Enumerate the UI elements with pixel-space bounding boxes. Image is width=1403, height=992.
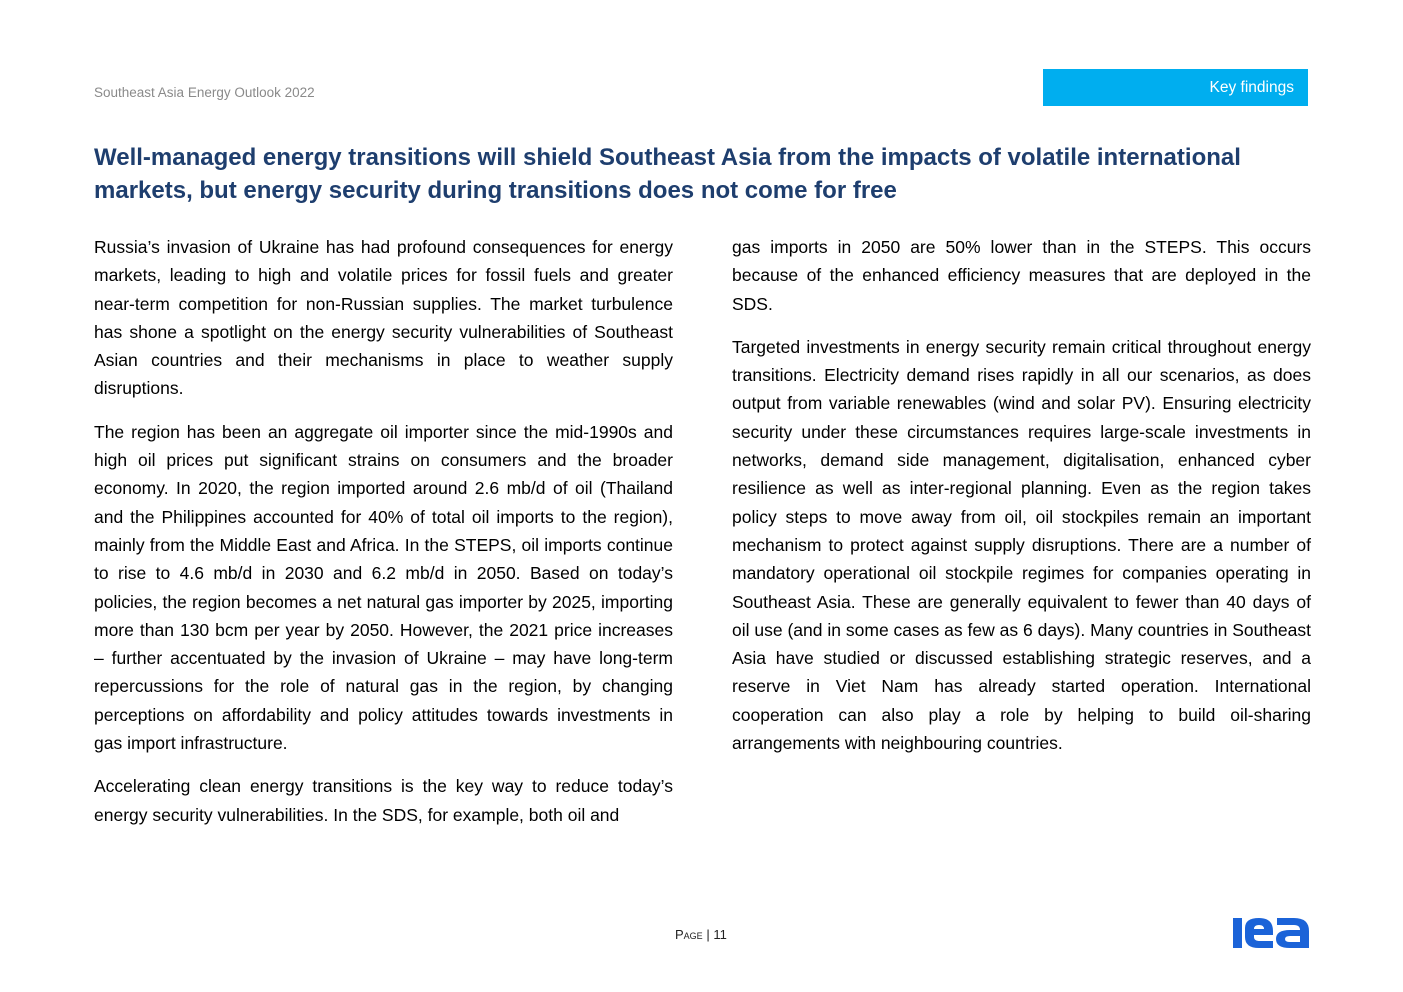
page-number xyxy=(675,927,727,942)
page-number-value: 11 xyxy=(713,927,727,942)
section-tab: Key findings xyxy=(1043,69,1308,106)
right-column xyxy=(732,233,1311,772)
body-paragraph: gas imports in 2050 are 50% lower than in the STEPS. This occurs because of the enhanced efficiency measures that are deployed in the SDS. xyxy=(732,237,1311,314)
page-separator: | xyxy=(706,927,710,942)
body-paragraph: The region has been an aggregate oil importer since the mid-1990s and high oil prices put significant strains on consumers and the broader economy. In 2020, the region imported around 2.6 mb/d of oil (Thailand and the Philippines accounted for 40% of total oil imports to the region), mainly from the Middle East and Africa. In the STEPS, oil imports continue to rise to 4.6 mb/d in 2030 and 6.2 mb/d in 2050. Based on today’s policies, the region becomes a net natural gas importer by 2025, importing more than 130 bcm per year by 2050. However, the 2021 price increases – further accentuated by the invasion of Ukraine – may have long-term repercussions for the role of natural gas in the region, by changing perceptions on affordability and policy attitudes towards investments in gas import infrastructure. xyxy=(94,421,673,754)
page-headline: Well-managed energy transitions will shield Southeast Asia from the impacts of volatile international markets, but energy security during transitions does not come for free xyxy=(94,144,1241,204)
document-title: Southeast Asia Energy Outlook 2022 xyxy=(94,85,315,100)
left-column xyxy=(94,233,673,844)
body-paragraph: Accelerating clean energy transitions is the key way to reduce today’s energy security vulnerabilities. In the SDS, for example, both oil and xyxy=(94,776,673,825)
body-paragraph: Targeted investments in energy security remain critical throughout energy transitions. Electricity demand rises rapidly in all our scenarios, as does output from variable renewables (wind and solar PV). Ensuring electricity security under these circumstances requires large-scale investments in networks, demand side management, digitalisation, enhanced cyber resilience as well as inter-regional planning. Even as the region takes policy steps to move away from oil, oil stockpiles remain an important mechanism to protect against supply disruptions. There are a number of mandatory operational oil stockpile regimes for companies operating in Southeast Asia. These are generally equivalent to fewer than 40 days of oil use (and in some cases as few as 6 days). Many countries in Southeast Asia have studied or discussed establishing strategic reserves, and a reserve in Viet Nam has already started operation. International cooperation can also play a role by helping to build oil-sharing arrangements with neighbouring countries. xyxy=(732,336,1311,754)
iea-logo-icon xyxy=(1232,915,1310,951)
body-paragraph: Russia’s invasion of Ukraine has had profound consequences for energy markets, leading to high and volatile prices for fossil fuels and greater near-term competition for non-Russian supplies. The market turbulence has shone a spotlight on the energy security vulnerabilities of Southeast Asian countries and their mechanisms in place to weather supply disruptions. xyxy=(94,237,673,399)
page-label: Page xyxy=(675,927,703,942)
